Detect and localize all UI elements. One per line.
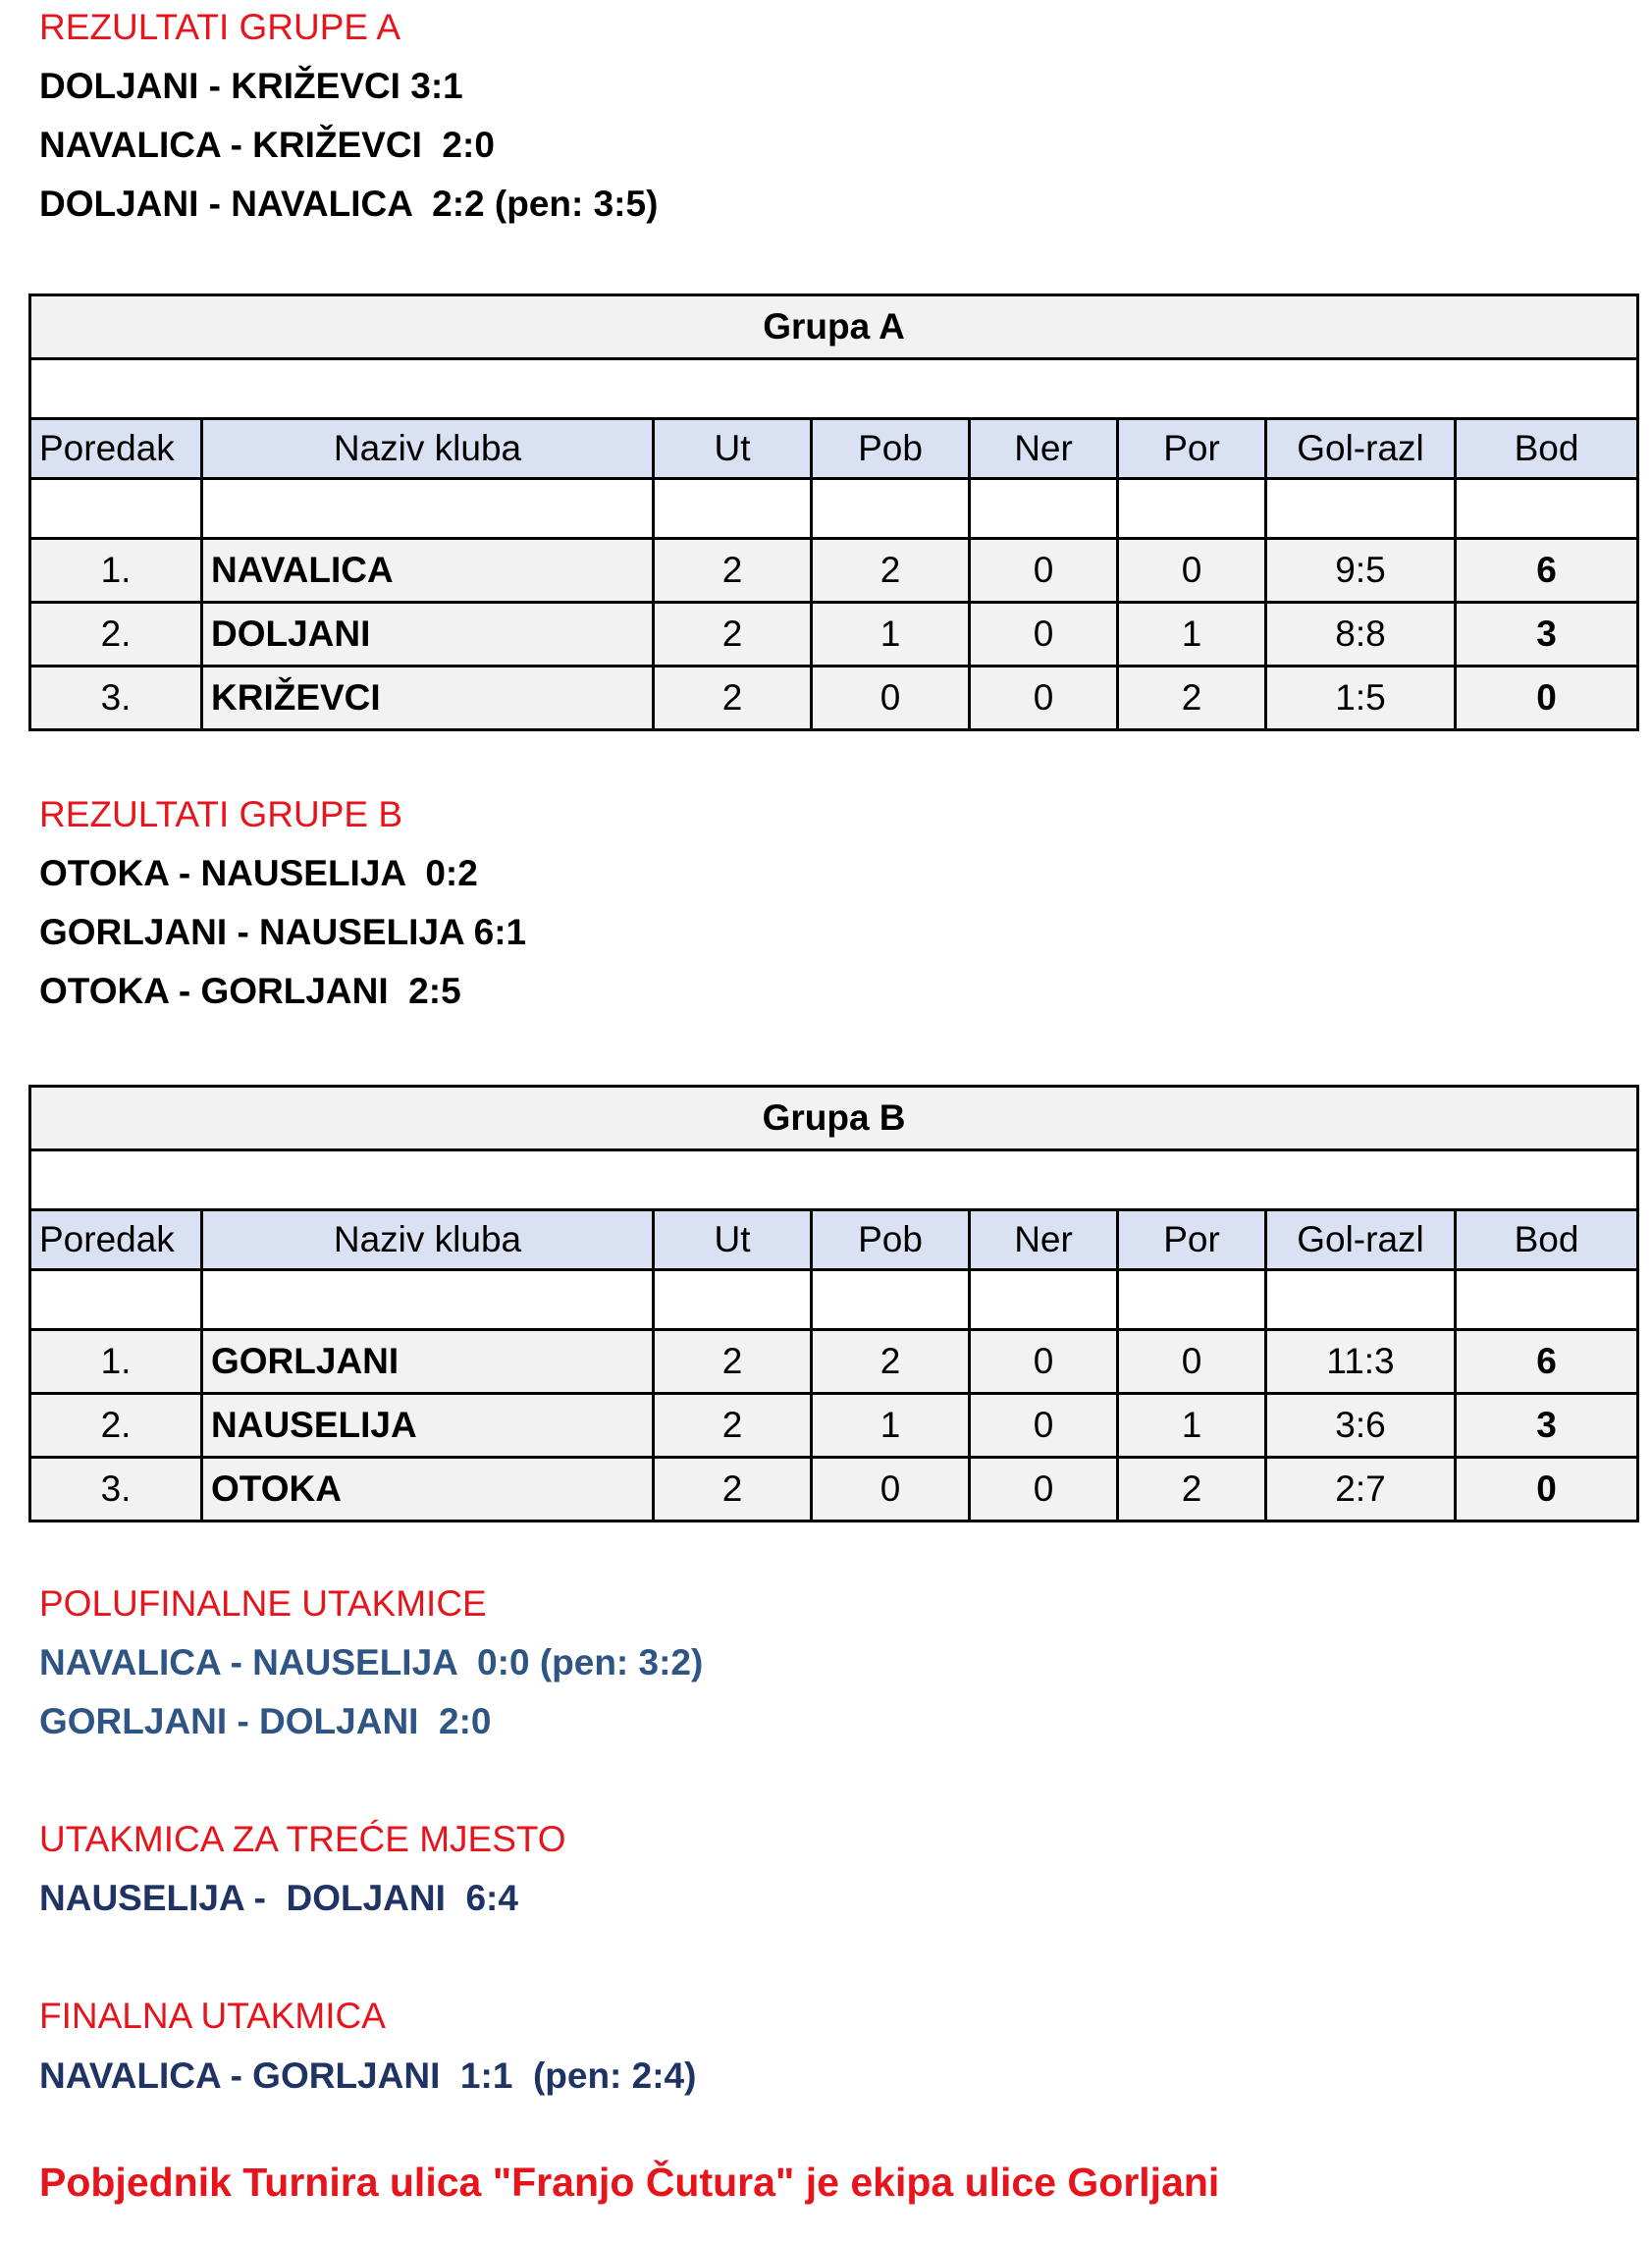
blank-row <box>30 479 1638 539</box>
table-row <box>30 539 1638 603</box>
goal-diff-cell: 11:3 <box>1266 1330 1456 1394</box>
points-cell: 3 <box>1456 1394 1638 1458</box>
draws-cell: 0 <box>970 1394 1118 1458</box>
wins-cell: 1 <box>812 603 970 667</box>
wins-cell: 1 <box>812 1394 970 1458</box>
club-cell: GORLJANI <box>202 1330 654 1394</box>
col-header: Poredak <box>30 1210 202 1270</box>
group-b-standings-table <box>28 1085 1639 1522</box>
table-row <box>30 1330 1638 1394</box>
group-a-title: Grupa A <box>30 295 1638 359</box>
goal-diff-cell: 1:5 <box>1266 667 1456 730</box>
played-cell: 2 <box>654 1458 812 1521</box>
played-cell: 2 <box>654 667 812 730</box>
goal-diff-cell: 8:8 <box>1266 603 1456 667</box>
table-row <box>30 1394 1638 1458</box>
rank-cell: 2. <box>30 603 202 667</box>
col-header: Gol-razl <box>1266 1210 1456 1270</box>
played-cell: 2 <box>654 1330 812 1394</box>
col-header: Ner <box>970 419 1118 479</box>
third-place-match: NAUSELIJA - DOLJANI 6:4 <box>39 1878 518 1918</box>
played-cell: 2 <box>654 1394 812 1458</box>
losses-cell: 1 <box>1118 1394 1266 1458</box>
group-a-results-heading: REZULTATI GRUPE A <box>39 7 400 47</box>
col-header: Ut <box>654 1210 812 1270</box>
points-cell: 0 <box>1456 667 1638 730</box>
wins-cell: 0 <box>812 1458 970 1521</box>
col-header: Ut <box>654 419 812 479</box>
club-cell: NAVALICA <box>202 539 654 603</box>
points-cell: 6 <box>1456 539 1638 603</box>
col-header: Pob <box>812 1210 970 1270</box>
points-cell: 6 <box>1456 1330 1638 1394</box>
blank-row <box>30 359 1638 419</box>
rank-cell: 1. <box>30 539 202 603</box>
table-row <box>30 603 1638 667</box>
final-heading: FINALNA UTAKMICA <box>39 1996 386 2036</box>
played-cell: 2 <box>654 603 812 667</box>
draws-cell: 0 <box>970 1458 1118 1521</box>
semifinal-match-1: NAVALICA - NAUSELIJA 0:0 (pen: 3:2) <box>39 1642 704 1682</box>
losses-cell: 1 <box>1118 603 1266 667</box>
goal-diff-cell: 9:5 <box>1266 539 1456 603</box>
group-b-match-3: OTOKA - GORLJANI 2:5 <box>39 971 461 1011</box>
tournament-winner-statement: Pobjednik Turnira ulica "Franjo Čutura" je ekipa ulice Gorljani <box>39 2160 1220 2205</box>
goal-diff-cell: 2:7 <box>1266 1458 1456 1521</box>
draws-cell: 0 <box>970 1330 1118 1394</box>
rank-cell: 1. <box>30 1330 202 1394</box>
blank-row <box>30 1150 1638 1210</box>
group-b-title: Grupa B <box>30 1087 1638 1150</box>
col-header: Gol-razl <box>1266 419 1456 479</box>
group-b-results-heading: REZULTATI GRUPE B <box>39 794 403 834</box>
club-cell: NAUSELIJA <box>202 1394 654 1458</box>
wins-cell: 2 <box>812 1330 970 1394</box>
played-cell: 2 <box>654 539 812 603</box>
table-row <box>30 667 1638 730</box>
table-header-row <box>30 1210 1638 1270</box>
group-a-match-2: NAVALICA - KRIŽEVCI 2:0 <box>39 125 495 165</box>
draws-cell: 0 <box>970 539 1118 603</box>
col-header: Naziv kluba <box>202 419 654 479</box>
third-place-heading: UTAKMICA ZA TREĆE MJESTO <box>39 1819 566 1859</box>
semifinal-match-2: GORLJANI - DOLJANI 2:0 <box>39 1701 492 1741</box>
col-header: Por <box>1118 1210 1266 1270</box>
wins-cell: 0 <box>812 667 970 730</box>
final-match: NAVALICA - GORLJANI 1:1 (pen: 2:4) <box>39 2055 697 2096</box>
draws-cell: 0 <box>970 667 1118 730</box>
col-header: Pob <box>812 419 970 479</box>
group-b-match-2: GORLJANI - NAUSELIJA 6:1 <box>39 912 527 952</box>
col-header: Por <box>1118 419 1266 479</box>
losses-cell: 0 <box>1118 539 1266 603</box>
club-cell: KRIŽEVCI <box>202 667 654 730</box>
rank-cell: 2. <box>30 1394 202 1458</box>
rank-cell: 3. <box>30 667 202 730</box>
rank-cell: 3. <box>30 1458 202 1521</box>
losses-cell: 0 <box>1118 1330 1266 1394</box>
col-header: Bod <box>1456 1210 1638 1270</box>
blank-row <box>30 1270 1638 1330</box>
points-cell: 3 <box>1456 603 1638 667</box>
club-cell: DOLJANI <box>202 603 654 667</box>
losses-cell: 2 <box>1118 1458 1266 1521</box>
losses-cell: 2 <box>1118 667 1266 730</box>
group-b-match-1: OTOKA - NAUSELIJA 0:2 <box>39 853 478 893</box>
col-header: Bod <box>1456 419 1638 479</box>
group-a-match-1: DOLJANI - KRIŽEVCI 3:1 <box>39 66 463 106</box>
semifinals-heading: POLUFINALNE UTAKMICE <box>39 1583 487 1624</box>
group-a-match-3: DOLJANI - NAVALICA 2:2 (pen: 3:5) <box>39 184 659 224</box>
col-header: Naziv kluba <box>202 1210 654 1270</box>
club-cell: OTOKA <box>202 1458 654 1521</box>
table-row <box>30 1458 1638 1521</box>
wins-cell: 2 <box>812 539 970 603</box>
points-cell: 0 <box>1456 1458 1638 1521</box>
col-header: Ner <box>970 1210 1118 1270</box>
draws-cell: 0 <box>970 603 1118 667</box>
table-header-row <box>30 419 1638 479</box>
group-a-standings-table <box>28 294 1639 731</box>
col-header: Poredak <box>30 419 202 479</box>
goal-diff-cell: 3:6 <box>1266 1394 1456 1458</box>
